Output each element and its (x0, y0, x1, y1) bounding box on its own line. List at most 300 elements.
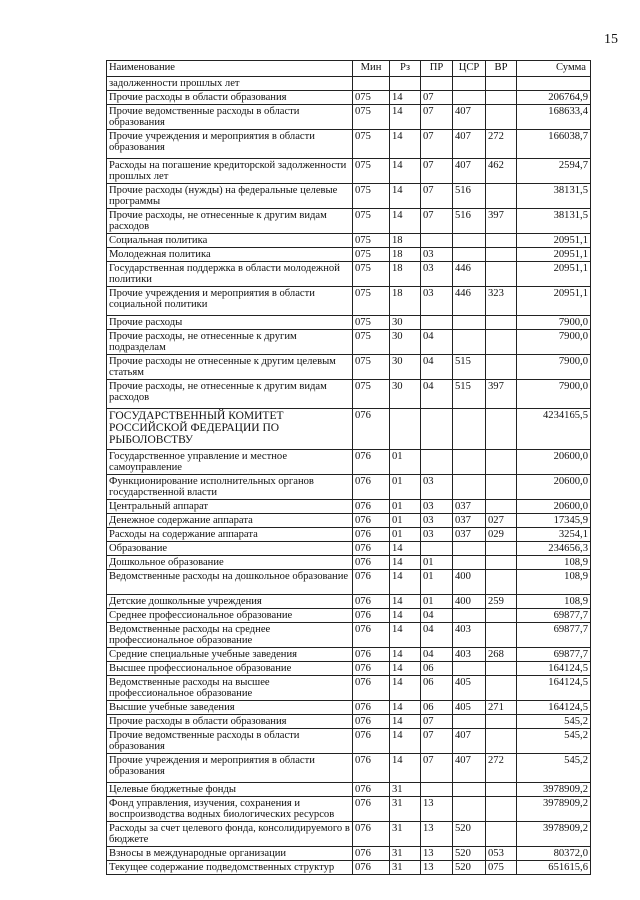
table-row (107, 514, 591, 528)
cell-pr: 04 (421, 623, 453, 648)
cell-pr: 04 (421, 609, 453, 623)
cell-pr (421, 450, 453, 475)
header-vr: ВР (486, 61, 517, 77)
cell-csr: 400 (453, 570, 486, 595)
cell-csr: 037 (453, 514, 486, 528)
cell-min: 076 (353, 662, 390, 676)
table-row (107, 570, 591, 595)
cell-name: Среднее профессиональное образование (107, 609, 353, 623)
cell-sum: 20951,1 (517, 248, 591, 262)
cell-sum: 3978909,2 (517, 822, 591, 847)
cell-sum: 17345,9 (517, 514, 591, 528)
table-body (107, 77, 591, 875)
cell-name: Прочие расходы (нужды) на федеральные целевые программы (107, 184, 353, 209)
cell-vr (486, 729, 517, 754)
cell-name: Прочие расходы не отнесенные к другим целевым статьям (107, 355, 353, 380)
cell-min: 076 (353, 783, 390, 797)
cell-vr (486, 105, 517, 130)
table-row (107, 556, 591, 570)
cell-rz: 14 (390, 556, 421, 570)
cell-name: Взносы в международные организации (107, 847, 353, 861)
cell-vr (486, 91, 517, 105)
cell-sum: 20600,0 (517, 475, 591, 500)
cell-csr (453, 409, 486, 450)
cell-csr (453, 556, 486, 570)
table-row (107, 715, 591, 729)
cell-vr: 271 (486, 701, 517, 715)
cell-csr (453, 715, 486, 729)
table-row (107, 409, 591, 450)
cell-name: Детские дошкольные учреждения (107, 595, 353, 609)
cell-vr (486, 262, 517, 287)
cell-rz: 18 (390, 287, 421, 316)
cell-vr (486, 822, 517, 847)
cell-rz: 14 (390, 91, 421, 105)
table-row (107, 355, 591, 380)
cell-name: Расходы на содержание аппарата (107, 528, 353, 542)
cell-pr: 03 (421, 528, 453, 542)
cell-min: 076 (353, 570, 390, 595)
cell-pr: 04 (421, 648, 453, 662)
cell-rz (390, 409, 421, 450)
cell-vr (486, 609, 517, 623)
cell-rz: 14 (390, 595, 421, 609)
cell-pr: 04 (421, 330, 453, 355)
cell-pr: 04 (421, 355, 453, 380)
cell-csr: 037 (453, 500, 486, 514)
cell-rz: 14 (390, 209, 421, 234)
cell-csr: 407 (453, 729, 486, 754)
cell-vr: 027 (486, 514, 517, 528)
table-row (107, 528, 591, 542)
cell-rz: 14 (390, 729, 421, 754)
cell-sum: 206764,9 (517, 91, 591, 105)
cell-sum: 20600,0 (517, 450, 591, 475)
cell-sum: 166038,7 (517, 130, 591, 159)
cell-vr (486, 77, 517, 91)
header-name: Наименование (107, 61, 353, 77)
cell-sum: 2594,7 (517, 159, 591, 184)
cell-vr (486, 676, 517, 701)
cell-rz: 31 (390, 783, 421, 797)
cell-csr: 405 (453, 701, 486, 715)
table-row (107, 676, 591, 701)
table-row (107, 159, 591, 184)
cell-sum: 7900,0 (517, 330, 591, 355)
table-row (107, 184, 591, 209)
table-row (107, 380, 591, 409)
table-row (107, 91, 591, 105)
cell-vr (486, 184, 517, 209)
cell-vr (486, 662, 517, 676)
cell-vr (486, 556, 517, 570)
cell-name: Прочие расходы в области образования (107, 91, 353, 105)
cell-min: 075 (353, 355, 390, 380)
cell-rz: 14 (390, 609, 421, 623)
cell-min: 076 (353, 528, 390, 542)
cell-min: 075 (353, 184, 390, 209)
cell-csr: 520 (453, 847, 486, 861)
cell-vr (486, 797, 517, 822)
cell-pr: 03 (421, 262, 453, 287)
cell-name: Государственное управление и местное самоуправление (107, 450, 353, 475)
cell-rz: 14 (390, 676, 421, 701)
cell-vr (486, 450, 517, 475)
cell-sum: 3254,1 (517, 528, 591, 542)
cell-min: 076 (353, 822, 390, 847)
cell-vr (486, 355, 517, 380)
cell-rz: 14 (390, 105, 421, 130)
cell-pr: 01 (421, 556, 453, 570)
cell-csr: 446 (453, 262, 486, 287)
cell-name: Средние специальные учебные заведения (107, 648, 353, 662)
cell-sum: 20600,0 (517, 500, 591, 514)
cell-sum: 20951,1 (517, 234, 591, 248)
cell-min: 076 (353, 609, 390, 623)
cell-sum: 38131,5 (517, 209, 591, 234)
cell-sum: 69877,7 (517, 648, 591, 662)
cell-sum (517, 77, 591, 91)
cell-min: 076 (353, 847, 390, 861)
cell-min: 075 (353, 316, 390, 330)
table-row (107, 542, 591, 556)
cell-csr (453, 542, 486, 556)
table-row (107, 648, 591, 662)
cell-vr (486, 330, 517, 355)
cell-name: Расходы за счет целевого фонда, консолидируемого в бюджете (107, 822, 353, 847)
cell-min: 075 (353, 130, 390, 159)
table-row (107, 248, 591, 262)
table-row (107, 662, 591, 676)
cell-rz: 14 (390, 648, 421, 662)
cell-pr (421, 409, 453, 450)
cell-rz: 14 (390, 159, 421, 184)
cell-sum: 234656,3 (517, 542, 591, 556)
cell-name: Расходы на погашение кредиторской задолженности прошлых лет (107, 159, 353, 184)
cell-pr: 06 (421, 662, 453, 676)
header-csr: ЦСР (453, 61, 486, 77)
cell-min: 076 (353, 715, 390, 729)
cell-vr (486, 248, 517, 262)
cell-min: 076 (353, 754, 390, 783)
cell-min: 075 (353, 248, 390, 262)
cell-rz: 14 (390, 623, 421, 648)
table-row (107, 797, 591, 822)
cell-pr: 07 (421, 184, 453, 209)
cell-pr: 13 (421, 847, 453, 861)
cell-sum: 38131,5 (517, 184, 591, 209)
table-row (107, 209, 591, 234)
cell-csr: 520 (453, 861, 486, 875)
cell-csr: 407 (453, 130, 486, 159)
cell-min: 076 (353, 797, 390, 822)
cell-pr: 07 (421, 159, 453, 184)
cell-sum: 7900,0 (517, 316, 591, 330)
cell-pr: 03 (421, 514, 453, 528)
cell-csr: 446 (453, 287, 486, 316)
cell-csr: 407 (453, 159, 486, 184)
cell-sum: 108,9 (517, 556, 591, 570)
cell-pr: 03 (421, 475, 453, 500)
cell-vr (486, 475, 517, 500)
cell-rz: 31 (390, 797, 421, 822)
cell-min: 076 (353, 556, 390, 570)
cell-min: 076 (353, 595, 390, 609)
cell-name: Прочие расходы, не отнесенные к другим видам расходов (107, 380, 353, 409)
cell-sum: 80372,0 (517, 847, 591, 861)
cell-rz: 14 (390, 542, 421, 556)
cell-sum: 69877,7 (517, 623, 591, 648)
cell-rz: 01 (390, 450, 421, 475)
cell-pr (421, 783, 453, 797)
cell-min: 075 (353, 209, 390, 234)
cell-pr: 07 (421, 715, 453, 729)
cell-vr: 323 (486, 287, 517, 316)
cell-pr: 07 (421, 91, 453, 105)
cell-rz: 30 (390, 316, 421, 330)
cell-csr (453, 248, 486, 262)
cell-pr: 13 (421, 797, 453, 822)
cell-vr (486, 234, 517, 248)
cell-vr: 259 (486, 595, 517, 609)
cell-pr: 06 (421, 701, 453, 715)
table-row (107, 609, 591, 623)
cell-sum: 168633,4 (517, 105, 591, 130)
page-number: 15 (604, 32, 618, 47)
cell-name: Прочие ведомственные расходы в области образования (107, 105, 353, 130)
header-pr: ПР (421, 61, 453, 77)
cell-min: 076 (353, 729, 390, 754)
cell-vr: 397 (486, 380, 517, 409)
cell-name: Прочие расходы, не отнесенные к другим подразделам (107, 330, 353, 355)
table-row (107, 105, 591, 130)
cell-rz: 18 (390, 248, 421, 262)
cell-name: Ведомственные расходы на дошкольное образование (107, 570, 353, 595)
cell-rz: 18 (390, 262, 421, 287)
table-row (107, 77, 591, 91)
table-row (107, 316, 591, 330)
cell-name: Прочие учреждения и мероприятия в области образования (107, 130, 353, 159)
cell-sum: 545,2 (517, 729, 591, 754)
cell-sum: 164124,5 (517, 701, 591, 715)
cell-rz: 01 (390, 500, 421, 514)
cell-min: 076 (353, 861, 390, 875)
cell-name: Прочие учреждения и мероприятия в области социальной политики (107, 287, 353, 316)
table-row (107, 822, 591, 847)
cell-rz: 01 (390, 528, 421, 542)
cell-min: 076 (353, 542, 390, 556)
cell-pr: 13 (421, 822, 453, 847)
cell-sum: 20951,1 (517, 262, 591, 287)
cell-pr: 03 (421, 500, 453, 514)
cell-vr: 268 (486, 648, 517, 662)
cell-vr (486, 570, 517, 595)
cell-min: 076 (353, 450, 390, 475)
cell-rz: 14 (390, 662, 421, 676)
cell-csr: 515 (453, 380, 486, 409)
table-row (107, 330, 591, 355)
cell-vr: 272 (486, 754, 517, 783)
cell-sum: 3978909,2 (517, 797, 591, 822)
cell-min: 075 (353, 91, 390, 105)
cell-sum: 69877,7 (517, 609, 591, 623)
cell-vr (486, 783, 517, 797)
cell-rz: 30 (390, 330, 421, 355)
cell-vr: 397 (486, 209, 517, 234)
cell-min: 075 (353, 159, 390, 184)
cell-name: Центральный аппарат (107, 500, 353, 514)
cell-min: 076 (353, 623, 390, 648)
cell-sum: 108,9 (517, 570, 591, 595)
cell-sum: 164124,5 (517, 676, 591, 701)
cell-name: ГОСУДАРСТВЕННЫЙ КОМИТЕТ РОССИЙСКОЙ ФЕДЕРАЦИИ ПО РЫБОЛОВСТВУ (107, 409, 353, 450)
cell-min: 075 (353, 105, 390, 130)
cell-rz: 14 (390, 701, 421, 715)
cell-name: Денежное содержание аппарата (107, 514, 353, 528)
cell-csr (453, 77, 486, 91)
cell-min: 075 (353, 262, 390, 287)
cell-csr: 405 (453, 676, 486, 701)
cell-vr: 053 (486, 847, 517, 861)
cell-rz: 31 (390, 847, 421, 861)
cell-pr (421, 542, 453, 556)
cell-min: 075 (353, 234, 390, 248)
cell-sum: 7900,0 (517, 355, 591, 380)
cell-name: Образование (107, 542, 353, 556)
cell-rz: 31 (390, 822, 421, 847)
table-row (107, 623, 591, 648)
header-min: Мин (353, 61, 390, 77)
cell-vr: 462 (486, 159, 517, 184)
cell-pr: 01 (421, 595, 453, 609)
cell-csr (453, 609, 486, 623)
cell-rz: 14 (390, 130, 421, 159)
cell-name: Ведомственные расходы на среднее профессиональное образование (107, 623, 353, 648)
cell-min: 076 (353, 676, 390, 701)
cell-name: Государственная поддержка в области молодежной политики (107, 262, 353, 287)
cell-csr (453, 450, 486, 475)
cell-vr (486, 715, 517, 729)
cell-min: 076 (353, 475, 390, 500)
cell-csr (453, 783, 486, 797)
cell-csr: 403 (453, 648, 486, 662)
cell-rz (390, 77, 421, 91)
table-row (107, 701, 591, 715)
cell-csr: 407 (453, 754, 486, 783)
table-row (107, 783, 591, 797)
budget-table (106, 60, 591, 875)
cell-rz: 14 (390, 184, 421, 209)
cell-min: 075 (353, 287, 390, 316)
cell-rz: 14 (390, 570, 421, 595)
cell-pr: 07 (421, 209, 453, 234)
cell-name: Дошкольное образование (107, 556, 353, 570)
cell-pr: 07 (421, 754, 453, 783)
cell-csr (453, 797, 486, 822)
cell-pr: 04 (421, 380, 453, 409)
cell-vr: 272 (486, 130, 517, 159)
cell-name: Молодежная политика (107, 248, 353, 262)
cell-pr: 07 (421, 729, 453, 754)
cell-name: Высшее профессиональное образование (107, 662, 353, 676)
table-row (107, 847, 591, 861)
cell-pr: 03 (421, 248, 453, 262)
cell-min: 076 (353, 648, 390, 662)
cell-name: Высшие учебные заведения (107, 701, 353, 715)
table-row (107, 595, 591, 609)
cell-min: 076 (353, 500, 390, 514)
cell-name: Прочие расходы (107, 316, 353, 330)
cell-csr: 400 (453, 595, 486, 609)
cell-vr: 029 (486, 528, 517, 542)
cell-csr: 520 (453, 822, 486, 847)
cell-min: 076 (353, 701, 390, 715)
header-rz: Рз (390, 61, 421, 77)
cell-min: 075 (353, 330, 390, 355)
cell-sum: 20951,1 (517, 287, 591, 316)
table-row (107, 234, 591, 248)
cell-name: Текущее содержание подведомственных структур (107, 861, 353, 875)
cell-rz: 30 (390, 380, 421, 409)
cell-min: 076 (353, 514, 390, 528)
cell-pr (421, 77, 453, 91)
cell-csr: 516 (453, 184, 486, 209)
cell-csr: 516 (453, 209, 486, 234)
cell-rz: 14 (390, 715, 421, 729)
cell-sum: 651615,6 (517, 861, 591, 875)
cell-pr (421, 316, 453, 330)
cell-sum: 108,9 (517, 595, 591, 609)
cell-name: Ведомственные расходы на высшее профессиональное образование (107, 676, 353, 701)
cell-pr: 07 (421, 105, 453, 130)
table-row (107, 130, 591, 159)
cell-pr: 06 (421, 676, 453, 701)
cell-vr (486, 500, 517, 514)
cell-sum: 7900,0 (517, 380, 591, 409)
cell-pr: 13 (421, 861, 453, 875)
cell-rz: 18 (390, 234, 421, 248)
cell-csr: 515 (453, 355, 486, 380)
cell-name: Целевые бюджетные фонды (107, 783, 353, 797)
cell-pr: 01 (421, 570, 453, 595)
cell-name: Прочие ведомственные расходы в области образования (107, 729, 353, 754)
table-header-row (107, 61, 591, 77)
cell-rz: 01 (390, 514, 421, 528)
cell-pr: 03 (421, 287, 453, 316)
table-row (107, 729, 591, 754)
cell-name: Прочие расходы в области образования (107, 715, 353, 729)
cell-name: Фонд управления, изучения, сохранения и воспроизводства водных биологических ресурсов (107, 797, 353, 822)
cell-vr (486, 623, 517, 648)
cell-csr (453, 234, 486, 248)
table-row (107, 287, 591, 316)
header-sum: Сумма (517, 61, 591, 77)
cell-sum: 545,2 (517, 715, 591, 729)
cell-csr (453, 316, 486, 330)
cell-csr: 407 (453, 105, 486, 130)
cell-csr (453, 662, 486, 676)
table-row (107, 262, 591, 287)
cell-min: 076 (353, 409, 390, 450)
cell-sum: 4234165,5 (517, 409, 591, 450)
cell-name: Прочие расходы, не отнесенные к другим видам расходов (107, 209, 353, 234)
table-row (107, 500, 591, 514)
cell-pr (421, 234, 453, 248)
cell-csr (453, 475, 486, 500)
table-row (107, 475, 591, 500)
cell-pr: 07 (421, 130, 453, 159)
cell-vr: 075 (486, 861, 517, 875)
